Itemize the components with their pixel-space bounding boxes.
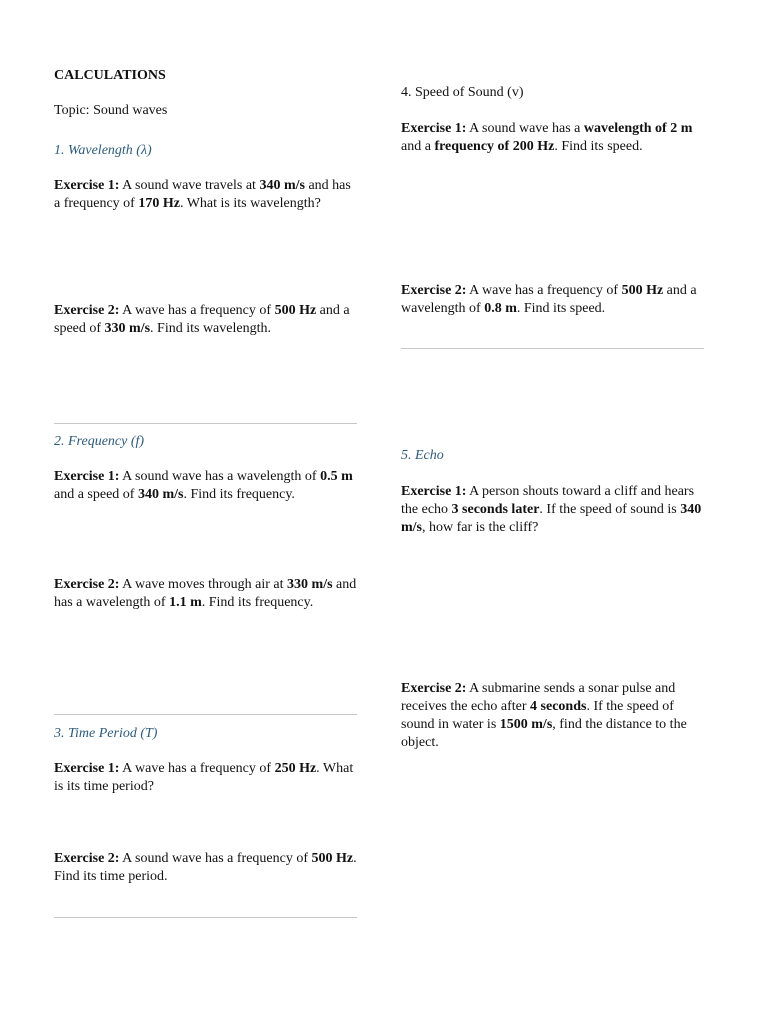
exercise-text: A wave has a frequency of — [466, 283, 622, 298]
exercise-label: Exercise 2: — [401, 681, 467, 696]
exercise-text: . Find its frequency. — [183, 487, 295, 502]
exercise-text: , find the distance to the object. — [401, 717, 687, 750]
exercise-frequency-2 — [54, 576, 359, 612]
exercise-text: A submarine sends a sonar pulse and receives the echo after — [401, 681, 676, 714]
document-title: CALCULATIONS — [54, 68, 166, 83]
exercise-text: and has a wavelength of — [54, 577, 357, 610]
exercise-label: Exercise 2: — [54, 851, 120, 866]
topic-line: Topic: Sound waves — [54, 103, 168, 118]
exercise-text: and has a frequency of — [54, 178, 351, 211]
exercise-value: 500 Hz — [621, 283, 664, 298]
exercise-value: wavelength of 2 m — [583, 121, 693, 136]
exercise-value: frequency of 200 Hz — [434, 139, 555, 154]
exercise-text: and a speed of — [54, 487, 138, 502]
exercise-echo-2 — [401, 680, 706, 752]
exercise-value: 500 Hz — [274, 303, 317, 318]
exercise-value: 250 Hz — [274, 761, 317, 776]
exercise-label: Exercise 1: — [54, 761, 120, 776]
exercise-text: A wave has a frequency of — [119, 761, 275, 776]
exercise-wavelength-2 — [54, 302, 359, 338]
exercise-value: 4 seconds — [530, 699, 587, 714]
exercise-text: . Find its wavelength. — [150, 321, 271, 336]
section-heading-speed: 4. Speed of Sound (v) — [401, 85, 524, 100]
exercise-value: 3 seconds later — [451, 502, 540, 517]
exercise-text: A sound wave has a — [466, 121, 584, 136]
exercise-echo-1 — [401, 483, 706, 537]
section-divider — [54, 423, 357, 424]
exercise-label: Exercise 1: — [54, 469, 120, 484]
exercise-text: . If the speed of sound in water is — [401, 699, 674, 732]
exercise-value: 330 m/s — [104, 321, 151, 336]
exercise-label: Exercise 2: — [54, 577, 120, 592]
exercise-text: . What is its time period? — [54, 761, 354, 794]
exercise-text: . Find its time period. — [54, 851, 357, 884]
exercise-wavelength-1 — [54, 177, 359, 213]
exercise-text: A wave has a frequency of — [119, 303, 275, 318]
exercise-text: A wave moves through air at — [119, 577, 288, 592]
exercise-value: 330 m/s — [287, 577, 333, 592]
exercise-value: 1.1 m — [169, 595, 202, 610]
exercise-text: . What is its wavelength? — [179, 196, 321, 211]
section-divider — [54, 714, 357, 715]
exercise-text: A sound wave travels at — [119, 178, 260, 193]
exercise-period-2 — [54, 850, 359, 886]
exercise-text: and a — [401, 139, 435, 154]
exercise-text: A person shouts toward a cliff and hears the echo — [401, 484, 695, 517]
exercise-value: 0.5 m — [320, 469, 353, 484]
section-heading-frequency: 2. Frequency (f) — [54, 434, 145, 449]
exercise-text: and a wavelength of — [401, 283, 697, 316]
exercise-text: . If the speed of sound is — [539, 502, 681, 517]
exercise-text: . Find its frequency. — [201, 595, 314, 610]
section-divider — [54, 917, 357, 918]
exercise-text: . Find its speed. — [554, 139, 643, 154]
exercise-label: Exercise 1: — [401, 484, 467, 499]
exercise-text: A sound wave has a wavelength of — [119, 469, 321, 484]
section-heading-echo: 5. Echo — [401, 448, 444, 463]
exercise-label: Exercise 2: — [401, 283, 467, 298]
exercise-value: 340 m/s — [137, 487, 184, 502]
exercise-text: A sound wave has a frequency of — [119, 851, 312, 866]
exercise-value: 1500 m/s — [499, 717, 553, 732]
exercise-label: Exercise 1: — [401, 121, 467, 136]
exercise-value: 340 m/s — [401, 502, 702, 535]
exercise-value: 170 Hz — [138, 196, 180, 211]
exercise-text: and a speed of — [54, 303, 350, 336]
section-heading-wavelength: 1. Wavelength (λ) — [54, 143, 152, 158]
exercise-speed-2 — [401, 282, 706, 318]
exercise-text: , how far is the cliff? — [422, 520, 539, 535]
exercise-label: Exercise 2: — [54, 303, 120, 318]
exercise-value: 0.8 m — [484, 301, 517, 316]
exercise-frequency-1 — [54, 468, 359, 504]
exercise-value: 500 Hz — [311, 851, 354, 866]
exercise-label: Exercise 1: — [54, 178, 120, 193]
exercise-value: 340 m/s — [259, 178, 305, 193]
section-divider — [401, 348, 704, 349]
section-heading-period: 3. Time Period (T) — [54, 726, 158, 741]
exercise-period-1 — [54, 760, 359, 796]
exercise-speed-1 — [401, 120, 706, 156]
exercise-text: . Find its speed. — [516, 301, 606, 316]
